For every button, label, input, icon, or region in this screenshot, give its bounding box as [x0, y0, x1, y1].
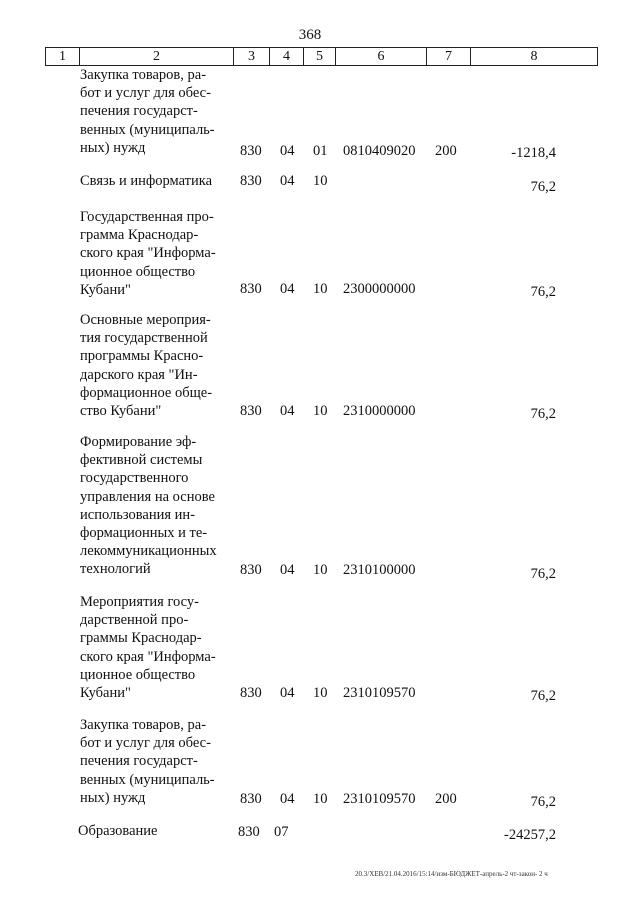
row-admin-code: 830 [240, 791, 262, 807]
row-section: 04 [280, 281, 295, 297]
row-subsection: 10 [313, 281, 328, 297]
row-subsection: 10 [313, 173, 328, 189]
row-target-code: 0810409020 [343, 143, 416, 159]
header-col-6: 6 [335, 47, 427, 66]
row-admin-code: 830 [240, 562, 262, 578]
row-name: Закупка товаров, ра- бот и услуг для обес- печения государст- венных (муниципаль- ных) нужд [80, 67, 215, 156]
row-admin-code: 830 [240, 403, 262, 419]
header-col-1: 1 [45, 47, 80, 66]
row-name: Мероприятия госу- дарственной про- граммы Краснодар- ского края "Информа- ционное общество Кубани" [80, 594, 216, 702]
row-name: Закупка товаров, ра- бот и услуг для обес- печения государст- венных (муниципаль- ных) нужд [80, 717, 215, 806]
row-amount: 76,2 [530, 794, 556, 810]
row-name: Формирование эф- фективной системы государственного управления на основе использования ин- формационных и те- лекоммуникационных технологий [80, 434, 217, 578]
header-col-5: 5 [303, 47, 336, 66]
row-admin-code: 830 [240, 173, 262, 189]
row-target-code: 2310000000 [343, 403, 416, 419]
row-target-code: 2310109570 [343, 685, 416, 701]
row-subsection: 10 [313, 685, 328, 701]
row-expense-type: 200 [435, 143, 457, 159]
row-name: Государственная про- грамма Краснодар- ского края "Информа- ционное общество Кубани" [80, 209, 216, 298]
row-subsection: 10 [313, 791, 328, 807]
row-amount: 76,2 [530, 566, 556, 582]
row-target-code: 2310109570 [343, 791, 416, 807]
row-section: 04 [280, 403, 295, 419]
row-admin-code: 830 [240, 685, 262, 701]
row-amount: 76,2 [530, 406, 556, 422]
page-number: 368 [298, 27, 322, 43]
row-subsection: 01 [313, 143, 328, 159]
document-footer: 20.3/ХЕВ/21.04.2016/15:14/изм-БЮДЖЕТ-апрель-2 чт-закон- 2 ч [355, 870, 548, 878]
row-section: 04 [280, 685, 295, 701]
row-name: Образование [78, 823, 158, 839]
header-col-8: 8 [470, 47, 598, 66]
row-expense-type: 200 [435, 791, 457, 807]
row-admin-code: 830 [238, 824, 260, 840]
row-target-code: 2300000000 [343, 281, 416, 297]
row-amount: -1218,4 [511, 145, 556, 161]
header-col-4: 4 [269, 47, 304, 66]
row-amount: 76,2 [530, 688, 556, 704]
row-admin-code: 830 [240, 143, 262, 159]
row-name: Связь и информатика [80, 173, 213, 189]
row-section: 04 [280, 791, 295, 807]
row-amount: -24257,2 [504, 827, 556, 843]
row-subsection: 10 [313, 562, 328, 578]
row-section: 04 [280, 562, 295, 578]
row-name: Основные мероприя- тия государственной программы Красно- дарского края "Ин- формационное обще- ство Кубани" [80, 312, 213, 420]
row-section: 04 [280, 173, 295, 189]
row-admin-code: 830 [240, 281, 262, 297]
row-section: 07 [274, 824, 289, 840]
header-col-7: 7 [426, 47, 471, 66]
header-col-3: 3 [233, 47, 270, 66]
row-amount: 76,2 [530, 179, 556, 195]
row-amount: 76,2 [530, 284, 556, 300]
row-target-code: 2310100000 [343, 562, 416, 578]
row-subsection: 10 [313, 403, 328, 419]
header-col-2: 2 [79, 47, 234, 66]
row-section: 04 [280, 143, 295, 159]
